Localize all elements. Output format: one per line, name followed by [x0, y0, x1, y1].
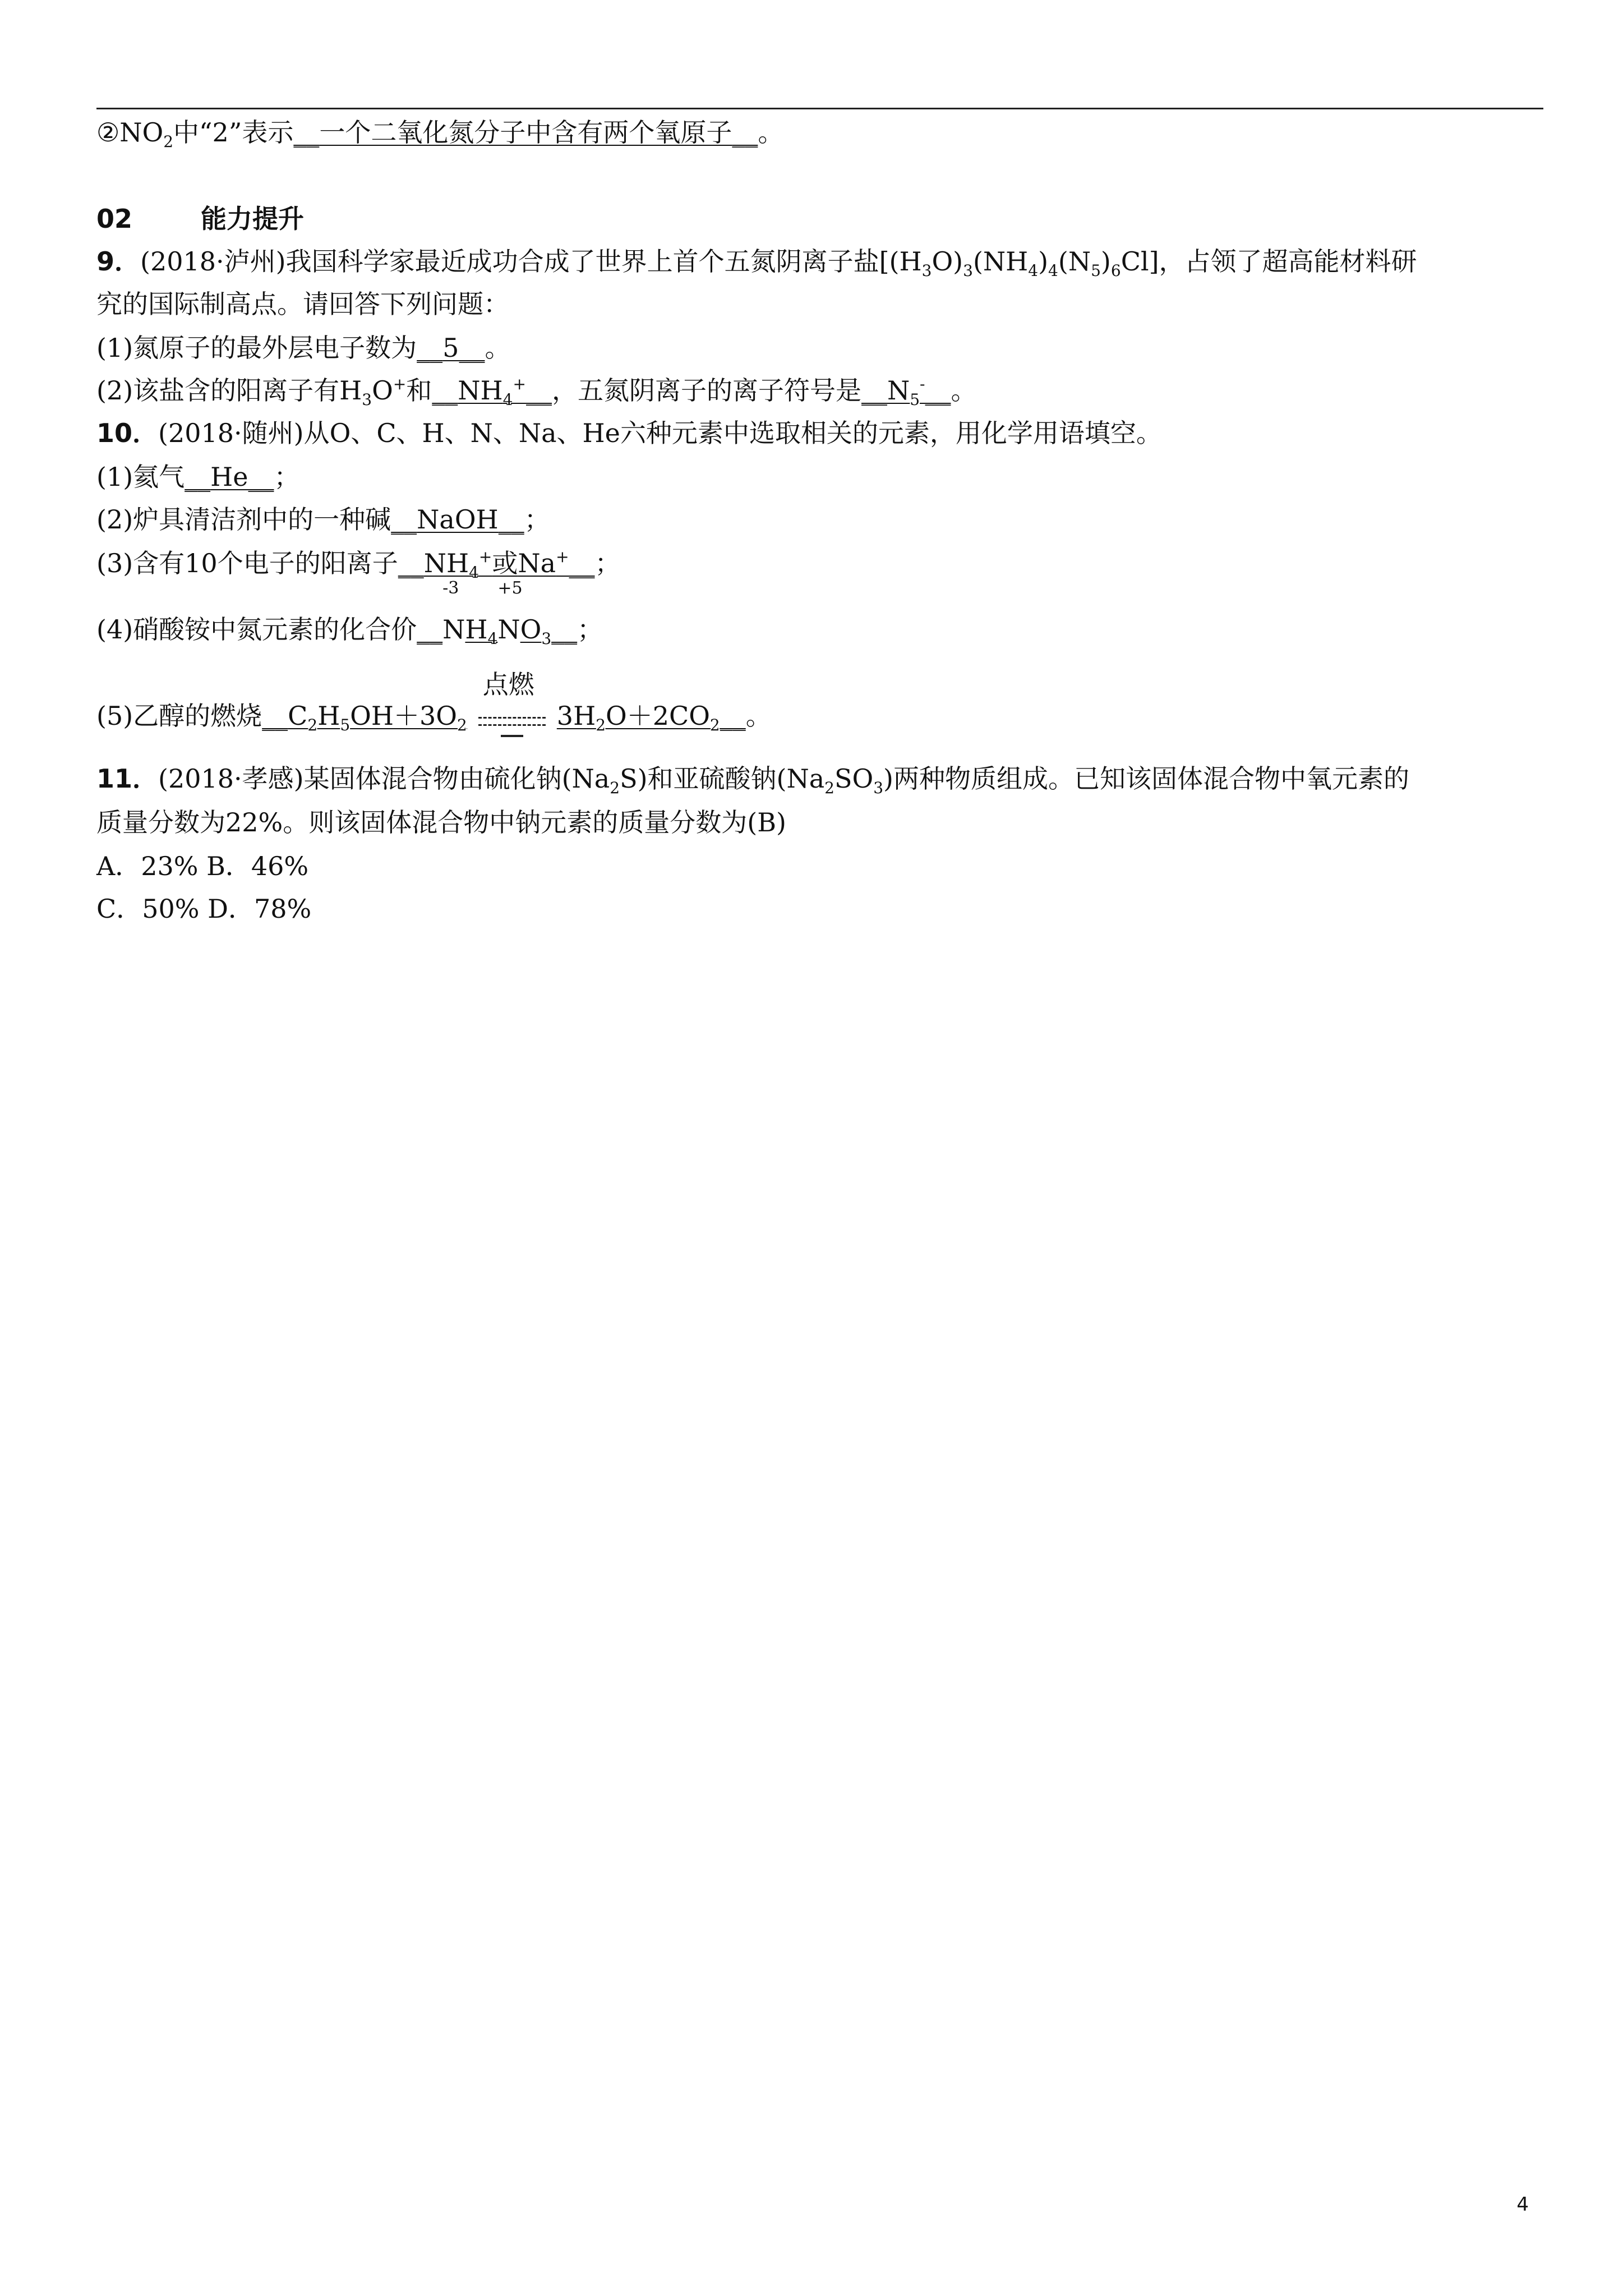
element: H: [465, 614, 488, 645]
reaction-condition: [478, 669, 546, 735]
q9-stem-line1: [96, 245, 1417, 278]
q9-part1: [96, 331, 510, 365]
element: H: [317, 701, 340, 731]
sup: +: [393, 375, 407, 393]
q10-source: (2018·随州): [158, 418, 304, 448]
q9-text: ): [1038, 246, 1049, 277]
sup: -: [920, 375, 925, 393]
q9-number: 9．: [96, 246, 141, 277]
blank-pad: __: [262, 701, 288, 731]
sub: 4: [487, 629, 498, 648]
sub: 4: [1028, 261, 1039, 280]
q9-part2-answer1: NH: [458, 375, 503, 406]
blank-pad: __: [551, 614, 578, 645]
conj: 或: [492, 548, 518, 578]
q9-part2: [96, 374, 977, 407]
q9-text: ): [1100, 246, 1111, 277]
q11-text: S)和亚硫酸钠(Na: [620, 763, 825, 794]
blank-pad: __: [925, 375, 951, 406]
sub: 2: [307, 716, 318, 734]
q8-prompt: 中“2”表示: [173, 117, 294, 148]
q11-option-a: A．23%: [96, 851, 199, 881]
sub: 5: [1091, 261, 1101, 280]
page-number: 4: [1516, 2193, 1529, 2216]
sup: +: [556, 547, 569, 566]
q10-part4-blank: [417, 578, 578, 648]
sub: 5: [910, 390, 920, 409]
q11-option-b: B．46%: [206, 851, 309, 881]
punct: 。: [758, 117, 784, 148]
reaction-bar: [501, 735, 523, 737]
q10-number: 10．: [96, 418, 159, 448]
sub: 2: [610, 779, 620, 797]
q9-part2-blank1: [432, 375, 552, 409]
q10-part4-prompt: (4)硝酸铵中氮元素的化合价: [96, 614, 417, 645]
q10-part1-blank: [185, 462, 274, 492]
blank-pad: __: [432, 375, 458, 406]
valence-n1: [442, 578, 465, 646]
sub: 2: [596, 716, 606, 734]
q11-stem-line1: [96, 762, 1409, 795]
sub: 2: [709, 716, 720, 734]
q10-part2-blank: [391, 504, 524, 535]
blank-pad: __: [398, 548, 424, 578]
q11-source: (2018·孝感): [158, 763, 304, 794]
blank-pad: __: [720, 701, 746, 731]
sub: 3: [541, 629, 552, 648]
punct: 。: [745, 701, 772, 731]
q8-answer: 一个二氧化氮分子中含有两个氧原子: [319, 117, 732, 148]
q10-part1: [96, 460, 300, 494]
valence-n2: [497, 578, 523, 646]
q11-text: 某固体混合物由硫化钠(Na: [303, 763, 610, 794]
element: O: [520, 614, 542, 645]
valence-label: +5: [497, 578, 523, 598]
q10-part2-answer: NaOH: [417, 504, 499, 535]
blank-pad: __: [498, 504, 524, 535]
sub: 5: [340, 716, 351, 734]
q11-option-d: D．78%: [208, 894, 312, 924]
valence-label: -3: [442, 578, 459, 598]
sub: 3: [873, 779, 884, 797]
q11-number: 11．: [96, 763, 159, 794]
conj: 和: [406, 375, 432, 406]
blank-pad: __: [525, 375, 552, 406]
sup: +: [478, 547, 492, 566]
header-rule: [96, 108, 1543, 109]
punct: ；: [577, 614, 603, 645]
formula: 3H: [556, 701, 596, 731]
q11-option-c: C．50%: [96, 894, 200, 924]
sub: 3: [362, 390, 372, 409]
sub: 4: [469, 563, 479, 582]
q11-stem-line2: 质量分数为22%。则该固体混合物中钠元素的质量分数为(B): [96, 807, 786, 838]
q10-part5-blank-lhs: [262, 701, 467, 734]
q9-text: Cl]，占领了超高能材料研: [1121, 246, 1417, 277]
sub: 2: [824, 779, 834, 797]
blank-pad: __: [391, 504, 417, 535]
blank-pad: __: [861, 375, 887, 406]
formula: OH＋3O: [350, 701, 457, 731]
punct: ；: [524, 504, 550, 535]
q9-text: (N: [1058, 246, 1091, 277]
sup: +: [513, 375, 526, 393]
blank-pad: __: [185, 462, 211, 492]
q11-text: SO: [834, 763, 874, 794]
q10-part4: [96, 578, 603, 648]
formula: O＋2CO: [606, 701, 710, 731]
q10-part3-prompt: (3)含有10个电子的阳离子: [96, 548, 398, 578]
q9-part2-answer2: N: [887, 375, 910, 406]
sub: 3: [963, 261, 973, 280]
q10-part3-answer-b: Na: [518, 548, 556, 578]
q9-text: 我国科学家最近成功合成了世界上首个五氮阴离子盐[(H: [285, 246, 922, 277]
element: N: [497, 614, 520, 645]
punct: ；: [274, 462, 300, 492]
sub: 4: [1048, 261, 1058, 280]
q10-part5: [96, 669, 772, 735]
q9-part2-prompt: (2)该盐含的阳离子有H: [96, 375, 362, 406]
section-heading: [96, 202, 304, 236]
q9-part1-blank: [417, 333, 485, 363]
punct: 。: [485, 333, 511, 363]
formula: O: [372, 375, 393, 406]
q10-part2: [96, 503, 550, 536]
blank-pad: __: [293, 117, 320, 148]
sub: 3: [921, 261, 932, 280]
blank-pad: __: [417, 333, 443, 363]
q9-source: (2018·泸州): [140, 246, 286, 277]
punct: ；: [594, 548, 621, 578]
q8-formula-sub: 2: [163, 132, 174, 151]
q10-part5-prompt: (5)乙醇的燃烧: [96, 701, 262, 731]
q10-part1-prompt: (1)氦气: [96, 462, 185, 492]
q8-formula: ②NO: [96, 117, 164, 148]
blank-pad: __: [732, 117, 758, 148]
blank-pad: __: [459, 333, 485, 363]
q11-options-row1: [96, 849, 308, 883]
sub: 6: [1110, 261, 1121, 280]
q10-part3: [96, 546, 621, 580]
element: C: [288, 701, 308, 731]
blank-pad: __: [569, 548, 595, 578]
q10-part5-blank-rhs: [556, 701, 746, 734]
reaction-equals: [478, 717, 546, 726]
q10-part1-answer: He: [210, 462, 248, 492]
q9-part1-answer: 5: [442, 333, 459, 363]
q9-stem-line2: 究的国际制高点。请回答下列问题：: [96, 289, 509, 319]
q9-part1-prompt: (1)氮原子的最外层电子数为: [96, 333, 417, 363]
q10-stem: [96, 416, 1162, 450]
sub: 2: [457, 716, 467, 734]
section-title: 能力提升: [201, 204, 305, 234]
reaction-condition-label: 点燃: [482, 669, 534, 700]
q9-part2-blank2: [861, 375, 951, 409]
q9-text: O): [932, 246, 963, 277]
blank-pad: __: [248, 462, 274, 492]
punct: 。: [951, 375, 977, 406]
q8-answer-blank: [293, 117, 758, 148]
q11-options-row2: [96, 892, 311, 926]
element: N: [442, 614, 465, 645]
q10-text: 从O、C、H、N、Na、He六种元素中选取相关的元素，用化学用语填空。: [303, 418, 1162, 448]
q10-part3-blank: [398, 547, 595, 582]
sub: 4: [502, 390, 513, 409]
q11-text: )两种物质组成。已知该固体混合物中氧元素的: [883, 763, 1409, 794]
blank-pad: __: [417, 614, 443, 645]
q10-part3-answer-a: NH: [423, 548, 469, 578]
q9-text: (NH: [972, 246, 1029, 277]
q9-part2-text: ，五氮阴离子的离子符号是: [551, 375, 861, 406]
section-number: 02: [96, 204, 133, 234]
q10-part2-prompt: (2)炉具清洁剂中的一种碱: [96, 504, 391, 535]
q8-part2-line: [96, 116, 783, 149]
